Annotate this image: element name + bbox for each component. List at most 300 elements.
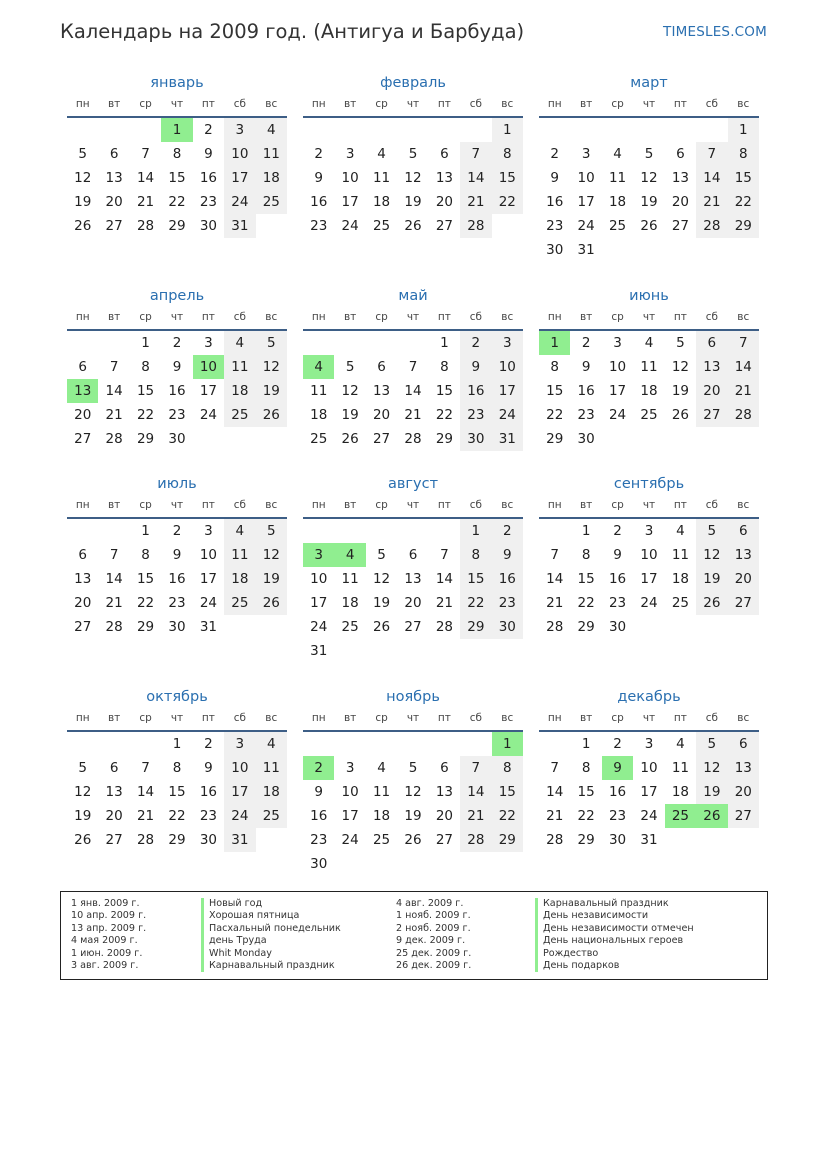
weekday-label: ср [611, 311, 624, 323]
legend-holiday-name: Whit Monday [201, 948, 341, 960]
day-cell: 26 [671, 407, 690, 423]
weekday-label: сб [705, 712, 718, 724]
day-cell: 11 [608, 170, 627, 186]
day-cell: 17 [640, 784, 658, 800]
day-cell: 28 [546, 832, 564, 848]
day-cell: 27 [372, 431, 391, 447]
empty-cell [303, 331, 334, 355]
empty-cell [98, 331, 129, 355]
day-cell: 11 [671, 547, 690, 563]
empty-cell [397, 331, 428, 355]
weekday-label: вт [343, 499, 357, 511]
weekday-label: пн [75, 311, 90, 323]
weekday-label: пн [311, 311, 326, 323]
day-cell: 12 [696, 756, 727, 780]
day-grid [67, 732, 287, 852]
day-cell: 17 [341, 194, 359, 210]
day-cell: 6 [440, 146, 449, 162]
day-cell: 14 [728, 355, 759, 379]
empty-cell [397, 519, 428, 543]
month-5 [303, 285, 523, 451]
day-cell: 23 [199, 194, 218, 210]
empty-cell [397, 118, 428, 142]
day-cell: 13 [696, 355, 727, 379]
day-cell: 28 [136, 832, 155, 848]
day-cell: 28 [546, 619, 564, 635]
day-cell: 6 [440, 760, 449, 776]
weekday-header [539, 708, 759, 732]
page-title: Календарь на 2009 год. (Антигуа и Барбуда) [60, 20, 525, 43]
day-cell: 15 [168, 170, 186, 186]
day-cell: 1 [172, 736, 182, 752]
weekday-label: чт [406, 712, 420, 724]
weekday-label: ср [139, 712, 152, 724]
day-cell: 12 [372, 571, 391, 587]
weekday-label: вт [579, 98, 593, 110]
day-cell: 14 [546, 784, 564, 800]
day-cell: 16 [608, 571, 627, 587]
day-cell: 27 [435, 832, 454, 848]
legend-holiday-date: 4 мая 2009 г. [71, 935, 138, 947]
day-cell: 19 [341, 407, 359, 423]
day-cell: 25 [608, 218, 627, 234]
day-cell: 11 [256, 142, 287, 166]
day-cell: 12 [696, 543, 727, 567]
empty-cell [539, 519, 570, 543]
weekday-label: пт [437, 712, 451, 724]
empty-cell [397, 732, 428, 756]
legend-holiday-name: День национальных героев [535, 935, 694, 947]
day-cell: 14 [546, 571, 564, 587]
day-cell: 8 [172, 146, 182, 162]
day-cell: 8 [550, 359, 559, 375]
day-cell: 18 [310, 407, 328, 423]
day-cell: 3 [492, 331, 523, 355]
day-cell: 26 [404, 832, 422, 848]
weekday-label: чт [170, 98, 184, 110]
day-cell: 14 [460, 780, 491, 804]
day-cell: 29 [492, 828, 523, 852]
day-cell: 15 [728, 166, 759, 190]
empty-cell [67, 331, 98, 355]
empty-cell [460, 118, 491, 142]
holiday-day-cell: 9 [602, 756, 633, 780]
weekday-label: ср [139, 98, 152, 110]
month-name: февраль [380, 75, 446, 91]
day-cell: 19 [671, 383, 690, 399]
day-cell: 9 [314, 784, 323, 800]
day-grid [303, 118, 523, 238]
weekday-label: вт [343, 311, 357, 323]
day-cell: 1 [460, 519, 491, 543]
day-cell: 10 [341, 170, 359, 186]
weekday-label: пт [201, 712, 215, 724]
day-cell: 27 [74, 619, 92, 635]
day-cell: 10 [608, 359, 627, 375]
day-cell: 20 [74, 595, 92, 611]
day-cell: 29 [577, 832, 595, 848]
day-cell: 24 [608, 407, 627, 423]
day-cell: 1 [440, 335, 449, 351]
holiday-day-cell: 25 [665, 804, 696, 828]
day-cell: 20 [435, 194, 454, 210]
empty-cell [570, 118, 601, 142]
day-grid [539, 732, 759, 852]
day-cell: 17 [224, 166, 255, 190]
weekday-label: ср [375, 712, 388, 724]
day-cell: 30 [168, 619, 186, 635]
day-cell: 28 [105, 619, 123, 635]
legend-holiday-date: 1 янв. 2009 г. [71, 898, 140, 909]
day-cell: 6 [377, 359, 386, 375]
day-cell: 28 [435, 619, 454, 635]
day-cell: 29 [136, 619, 155, 635]
day-cell: 5 [696, 732, 727, 756]
weekday-header [303, 708, 523, 732]
day-cell: 3 [345, 146, 355, 162]
legend-holiday-date: 9 дек. 2009 г. [396, 935, 466, 947]
day-cell: 26 [404, 218, 422, 234]
day-cell: 10 [341, 784, 359, 800]
month-name: январь [150, 75, 204, 91]
month-name: декабрь [617, 689, 681, 705]
day-cell: 7 [460, 756, 491, 780]
day-cell: 8 [581, 547, 591, 563]
weekday-header [539, 495, 759, 519]
day-cell: 13 [671, 170, 690, 186]
holiday-day-cell: 13 [67, 379, 98, 403]
weekday-label: вс [265, 98, 278, 110]
legend-holiday-date: 13 апр. 2009 г. [71, 922, 147, 934]
day-grid [539, 519, 759, 639]
legend-holiday-name: Карнавальный праздник [535, 898, 694, 910]
day-cell: 4 [644, 335, 654, 351]
day-grid [539, 118, 759, 262]
day-cell: 13 [404, 571, 422, 587]
legend-col-names-left [201, 898, 341, 972]
day-cell: 23 [608, 808, 627, 824]
day-cell: 7 [141, 760, 150, 776]
day-cell: 22 [435, 407, 454, 423]
day-cell: 4 [256, 732, 287, 756]
legend-col-dates-left [71, 898, 146, 972]
day-cell: 30 [199, 832, 218, 848]
month-4 [67, 285, 287, 451]
day-cell: 6 [408, 547, 418, 563]
weekday-label: пн [547, 712, 562, 724]
day-cell: 1 [581, 736, 591, 752]
day-cell: 3 [345, 760, 355, 776]
day-cell: 21 [728, 379, 759, 403]
day-cell: 26 [74, 832, 92, 848]
weekday-label: пн [311, 499, 326, 511]
day-cell: 3 [581, 146, 591, 162]
day-cell: 16 [310, 808, 328, 824]
empty-cell [130, 732, 161, 756]
weekday-header [67, 495, 287, 519]
day-cell: 17 [199, 571, 218, 587]
legend-holiday-name: Карнавальный праздник [201, 960, 341, 972]
month-12 [539, 686, 759, 852]
day-cell: 21 [136, 194, 155, 210]
day-cell: 31 [224, 214, 255, 238]
empty-cell [429, 118, 460, 142]
day-cell: 17 [224, 780, 255, 804]
weekday-label: вс [265, 499, 278, 511]
day-cell: 2 [314, 146, 323, 162]
day-cell: 10 [224, 756, 255, 780]
empty-cell [98, 118, 129, 142]
day-cell: 8 [581, 760, 591, 776]
holiday-day-cell: 4 [334, 543, 365, 567]
day-cell: 25 [671, 595, 690, 611]
empty-cell [633, 118, 664, 142]
weekday-label: пн [311, 712, 326, 724]
day-cell: 6 [109, 146, 119, 162]
day-cell: 6 [676, 146, 685, 162]
holiday-legend [60, 891, 768, 980]
day-cell: 12 [341, 383, 359, 399]
day-cell: 18 [256, 166, 287, 190]
day-cell: 16 [168, 571, 186, 587]
day-cell: 26 [256, 403, 287, 427]
day-cell: 30 [577, 431, 595, 447]
weekday-label: ср [375, 311, 388, 323]
legend-holiday-date: 1 нояб. 2009 г. [396, 910, 471, 922]
day-cell: 29 [460, 615, 491, 639]
day-cell: 27 [728, 591, 759, 615]
weekday-label: вт [107, 712, 121, 724]
day-cell: 19 [256, 379, 287, 403]
empty-cell [98, 519, 129, 543]
weekday-label: сб [233, 98, 246, 110]
day-cell: 17 [310, 595, 328, 611]
day-cell: 21 [546, 595, 564, 611]
weekday-label: вт [107, 98, 121, 110]
day-cell: 10 [640, 760, 658, 776]
weekday-label: пт [201, 311, 215, 323]
day-cell: 27 [671, 218, 690, 234]
day-cell: 28 [696, 214, 727, 238]
month-6 [539, 285, 759, 451]
month-name: июль [157, 476, 197, 492]
day-cell: 7 [696, 142, 727, 166]
empty-cell [696, 118, 727, 142]
day-cell: 7 [728, 331, 759, 355]
day-cell: 18 [224, 379, 255, 403]
day-cell: 20 [696, 379, 727, 403]
day-cell: 24 [199, 595, 218, 611]
day-cell: 12 [671, 359, 690, 375]
weekday-label: чт [642, 311, 656, 323]
day-cell: 5 [408, 146, 418, 162]
legend-holiday-name: Рождество [535, 948, 694, 960]
day-cell: 24 [640, 595, 658, 611]
weekday-header [67, 708, 287, 732]
weekday-label: пн [547, 499, 562, 511]
month-3 [539, 72, 759, 262]
empty-cell [460, 732, 491, 756]
month-name: сентябрь [613, 476, 685, 492]
day-cell: 29 [577, 619, 595, 635]
day-cell: 2 [550, 146, 559, 162]
day-cell: 18 [671, 571, 690, 587]
weekday-label: чт [170, 712, 184, 724]
empty-cell [67, 118, 98, 142]
day-cell: 7 [440, 547, 449, 563]
day-cell: 22 [546, 407, 564, 423]
legend-holiday-name: День независимости отмечен [535, 923, 694, 935]
day-cell: 23 [199, 808, 218, 824]
day-cell: 17 [577, 194, 595, 210]
day-cell: 9 [172, 359, 182, 375]
day-cell: 9 [172, 547, 182, 563]
weekday-label: вт [579, 311, 593, 323]
day-cell: 28 [460, 214, 491, 238]
month-9 [539, 473, 759, 639]
day-cell: 5 [78, 146, 87, 162]
day-cell: 31 [224, 828, 255, 852]
day-cell: 29 [546, 431, 564, 447]
day-cell: 13 [74, 571, 92, 587]
day-cell: 9 [492, 543, 523, 567]
legend-holiday-date: 4 авг. 2009 г. [396, 898, 464, 909]
day-cell: 28 [728, 403, 759, 427]
day-cell: 14 [435, 571, 454, 587]
weekday-label: чт [642, 98, 656, 110]
day-cell: 23 [577, 407, 595, 423]
day-cell: 12 [404, 170, 422, 186]
day-cell: 18 [608, 194, 627, 210]
day-grid [303, 519, 523, 663]
day-cell: 16 [199, 170, 218, 186]
day-cell: 11 [671, 760, 690, 776]
weekday-label: вс [265, 712, 278, 724]
weekday-label: вс [501, 499, 514, 511]
day-cell: 11 [256, 756, 287, 780]
day-cell: 21 [460, 190, 491, 214]
weekday-label: пт [673, 712, 687, 724]
day-cell: 7 [109, 359, 119, 375]
day-cell: 20 [105, 808, 123, 824]
day-cell: 24 [577, 218, 595, 234]
day-cell: 12 [74, 784, 92, 800]
empty-cell [334, 732, 365, 756]
day-cell: 30 [608, 619, 627, 635]
empty-cell [366, 519, 397, 543]
day-cell: 15 [492, 780, 523, 804]
day-cell: 14 [696, 166, 727, 190]
day-cell: 7 [109, 547, 119, 563]
month-name: август [387, 476, 439, 492]
day-cell: 29 [168, 218, 186, 234]
day-cell: 29 [728, 214, 759, 238]
day-cell: 15 [168, 784, 186, 800]
day-cell: 4 [224, 331, 255, 355]
day-cell: 8 [728, 142, 759, 166]
weekday-label: вс [501, 98, 514, 110]
day-cell: 2 [204, 122, 213, 138]
day-cell: 13 [728, 543, 759, 567]
weekday-label: ср [611, 499, 624, 511]
month-8 [303, 473, 523, 663]
holiday-day-cell: 26 [696, 804, 727, 828]
day-cell: 24 [492, 403, 523, 427]
weekday-label: сб [705, 311, 718, 323]
day-cell: 2 [613, 736, 622, 752]
day-cell: 3 [613, 335, 622, 351]
month-1 [67, 72, 287, 238]
day-cell: 5 [256, 331, 287, 355]
day-cell: 11 [310, 383, 328, 399]
day-cell: 19 [696, 780, 727, 804]
day-cell: 13 [105, 784, 123, 800]
day-cell: 2 [204, 736, 213, 752]
weekday-label: ср [611, 98, 624, 110]
weekday-label: вт [579, 499, 593, 511]
day-cell: 14 [105, 383, 123, 399]
day-cell: 12 [404, 784, 422, 800]
day-cell: 21 [105, 407, 123, 423]
day-cell: 19 [404, 194, 422, 210]
weekday-label: вс [501, 311, 514, 323]
weekday-label: пт [437, 311, 451, 323]
day-cell: 17 [492, 379, 523, 403]
month-name: ноябрь [386, 689, 440, 705]
day-cell: 9 [613, 547, 622, 563]
day-cell: 20 [105, 194, 123, 210]
day-cell: 22 [728, 190, 759, 214]
legend-holiday-name: Новый год [201, 898, 341, 910]
day-cell: 22 [492, 804, 523, 828]
legend-holiday-date: 2 нояб. 2009 г. [396, 922, 471, 934]
weekday-header [303, 495, 523, 519]
day-cell: 30 [546, 242, 564, 258]
day-cell: 10 [224, 142, 255, 166]
day-cell: 5 [408, 760, 418, 776]
day-cell: 8 [460, 543, 491, 567]
day-cell: 24 [640, 808, 658, 824]
day-cell: 25 [310, 431, 328, 447]
day-cell: 14 [460, 166, 491, 190]
day-cell: 21 [460, 804, 491, 828]
day-cell: 1 [581, 523, 591, 539]
day-cell: 7 [141, 146, 150, 162]
day-cell: 22 [136, 595, 155, 611]
weekday-label: чт [406, 311, 420, 323]
legend-col-dates-right [396, 898, 471, 972]
day-cell: 26 [74, 218, 92, 234]
day-cell: 9 [314, 170, 323, 186]
day-cell: 18 [256, 780, 287, 804]
weekday-label: пн [75, 98, 90, 110]
day-cell: 28 [404, 431, 422, 447]
weekday-header [303, 94, 523, 118]
day-cell: 4 [377, 760, 386, 776]
day-grid [67, 519, 287, 639]
day-cell: 23 [608, 595, 627, 611]
empty-cell [366, 331, 397, 355]
site-link[interactable]: TIMESLES.COM [663, 24, 767, 40]
legend-holiday-date: 3 авг. 2009 г. [71, 960, 139, 972]
day-cell: 14 [404, 383, 422, 399]
weekday-label: ср [139, 499, 152, 511]
weekday-label: пн [547, 311, 562, 323]
weekday-label: вс [501, 712, 514, 724]
day-cell: 15 [577, 784, 595, 800]
day-cell: 25 [341, 619, 359, 635]
day-cell: 11 [224, 355, 255, 379]
